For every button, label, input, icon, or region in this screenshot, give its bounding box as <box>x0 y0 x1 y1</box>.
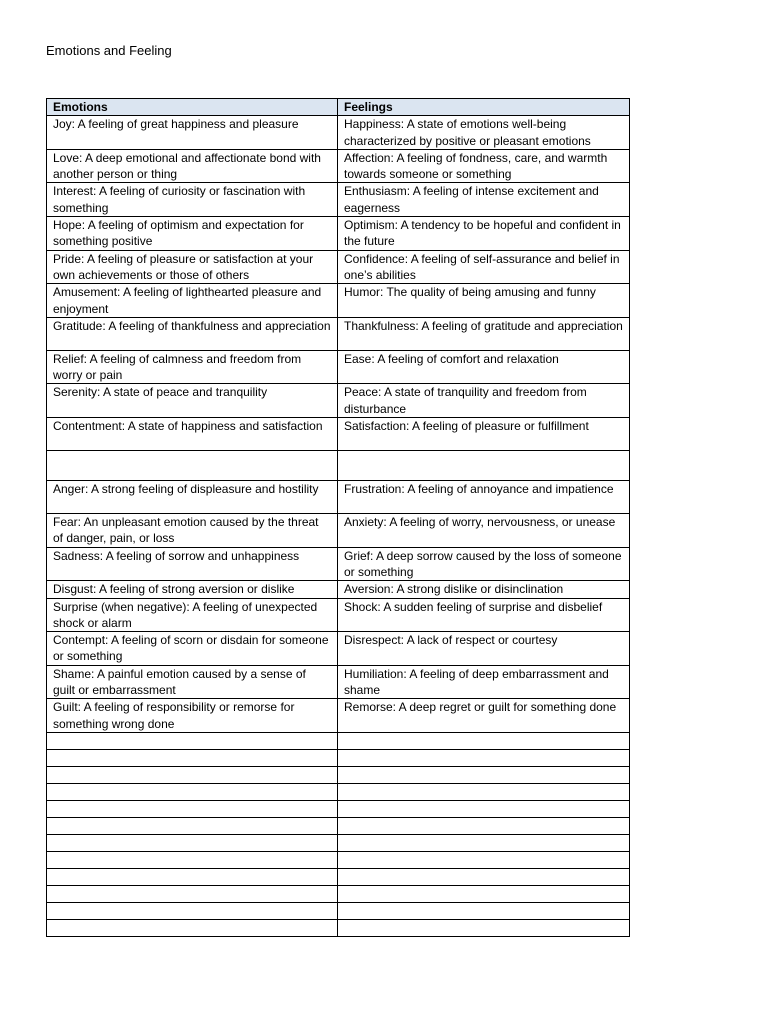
table-row <box>47 732 630 749</box>
feeling-cell: Affection: A feeling of fondness, care, and warmth towards someone or something <box>338 149 630 183</box>
document-title: Emotions and Feeling <box>46 43 172 58</box>
feeling-cell <box>338 817 630 834</box>
table-header-row <box>47 99 630 116</box>
table-row <box>47 451 630 481</box>
table-row <box>47 699 630 733</box>
feeling-cell: Remorse: A deep regret or guilt for something done <box>338 699 630 733</box>
emotion-cell <box>47 766 338 783</box>
table-row <box>47 749 630 766</box>
emotion-cell: Amusement: A feeling of lighthearted pleasure and enjoyment <box>47 284 338 318</box>
emotion-cell: Anger: A strong feeling of displeasure and hostility <box>47 481 338 514</box>
emotion-cell <box>47 868 338 885</box>
table-row <box>47 547 630 581</box>
emotion-cell: Shame: A painful emotion caused by a sense of guilt or embarrassment <box>47 665 338 699</box>
table-row <box>47 632 630 666</box>
feeling-cell <box>338 451 630 481</box>
emotion-cell <box>47 732 338 749</box>
feeling-cell: Ease: A feeling of comfort and relaxation <box>338 350 630 384</box>
header-emotions: Emotions <box>47 99 338 116</box>
feeling-cell <box>338 885 630 902</box>
table-row <box>47 217 630 251</box>
feeling-cell: Happiness: A state of emotions well-being characterized by positive or pleasant emotions <box>338 116 630 150</box>
table-row <box>47 149 630 183</box>
emotion-cell <box>47 817 338 834</box>
emotion-cell <box>47 902 338 919</box>
feeling-cell: Humor: The quality of being amusing and funny <box>338 284 630 318</box>
table-row <box>47 384 630 418</box>
table-row <box>47 665 630 699</box>
table-row <box>47 317 630 350</box>
emotion-cell: Interest: A feeling of curiosity or fascination with something <box>47 183 338 217</box>
table-row <box>47 514 630 548</box>
table-row <box>47 902 630 919</box>
emotion-cell: Love: A deep emotional and affectionate bond with another person or thing <box>47 149 338 183</box>
emotions-feelings-table <box>46 98 630 937</box>
table-row <box>47 250 630 284</box>
feeling-cell: Confidence: A feeling of self-assurance and belief in one’s abilities <box>338 250 630 284</box>
emotion-cell: Gratitude: A feeling of thankfulness and appreciation <box>47 317 338 350</box>
feeling-cell: Peace: A state of tranquility and freedom from disturbance <box>338 384 630 418</box>
emotion-cell: Serenity: A state of peace and tranquility <box>47 384 338 418</box>
feeling-cell: Humiliation: A feeling of deep embarrassment and shame <box>338 665 630 699</box>
emotion-cell: Contentment: A state of happiness and satisfaction <box>47 418 338 451</box>
feeling-cell <box>338 919 630 936</box>
emotion-cell: Fear: An unpleasant emotion caused by the threat of danger, pain, or loss <box>47 514 338 548</box>
feeling-cell <box>338 800 630 817</box>
feeling-cell <box>338 834 630 851</box>
emotion-cell <box>47 851 338 868</box>
emotion-cell: Hope: A feeling of optimism and expectation for something positive <box>47 217 338 251</box>
feeling-cell <box>338 868 630 885</box>
table-row <box>47 284 630 318</box>
feeling-cell: Frustration: A feeling of annoyance and impatience <box>338 481 630 514</box>
emotion-cell <box>47 834 338 851</box>
feeling-cell <box>338 902 630 919</box>
table-row <box>47 418 630 451</box>
table-row <box>47 783 630 800</box>
table-row <box>47 183 630 217</box>
feeling-cell <box>338 851 630 868</box>
feeling-cell <box>338 732 630 749</box>
table-row <box>47 481 630 514</box>
feeling-cell <box>338 783 630 800</box>
emotion-cell: Pride: A feeling of pleasure or satisfaction at your own achievements or those of others <box>47 250 338 284</box>
table-row <box>47 766 630 783</box>
header-feelings: Feelings <box>338 99 630 116</box>
table-row <box>47 834 630 851</box>
table-row <box>47 885 630 902</box>
emotion-cell: Contempt: A feeling of scorn or disdain for someone or something <box>47 632 338 666</box>
emotion-cell: Disgust: A feeling of strong aversion or dislike <box>47 581 338 598</box>
emotion-cell: Surprise (when negative): A feeling of unexpected shock or alarm <box>47 598 338 632</box>
feeling-cell: Thankfulness: A feeling of gratitude and appreciation <box>338 317 630 350</box>
feeling-cell: Grief: A deep sorrow caused by the loss of someone or something <box>338 547 630 581</box>
table-row <box>47 800 630 817</box>
table-row <box>47 350 630 384</box>
table-row <box>47 116 630 150</box>
feeling-cell <box>338 749 630 766</box>
table-row <box>47 868 630 885</box>
table-row <box>47 598 630 632</box>
feeling-cell: Anxiety: A feeling of worry, nervousness, or unease <box>338 514 630 548</box>
emotion-cell: Joy: A feeling of great happiness and pleasure <box>47 116 338 150</box>
emotion-cell <box>47 885 338 902</box>
feeling-cell: Optimism: A tendency to be hopeful and confident in the future <box>338 217 630 251</box>
emotion-cell: Relief: A feeling of calmness and freedom from worry or pain <box>47 350 338 384</box>
table-row <box>47 919 630 936</box>
emotion-cell: Sadness: A feeling of sorrow and unhappiness <box>47 547 338 581</box>
feeling-cell <box>338 766 630 783</box>
emotion-cell <box>47 749 338 766</box>
table-row <box>47 817 630 834</box>
feeling-cell: Disrespect: A lack of respect or courtesy <box>338 632 630 666</box>
emotion-cell <box>47 800 338 817</box>
emotion-cell <box>47 919 338 936</box>
table-row <box>47 581 630 598</box>
emotion-cell: Guilt: A feeling of responsibility or remorse for something wrong done <box>47 699 338 733</box>
feeling-cell: Shock: A sudden feeling of surprise and disbelief <box>338 598 630 632</box>
emotion-cell <box>47 451 338 481</box>
feeling-cell: Enthusiasm: A feeling of intense excitement and eagerness <box>338 183 630 217</box>
table-row <box>47 851 630 868</box>
feeling-cell: Aversion: A strong dislike or disinclination <box>338 581 630 598</box>
feeling-cell: Satisfaction: A feeling of pleasure or fulfillment <box>338 418 630 451</box>
emotion-cell <box>47 783 338 800</box>
